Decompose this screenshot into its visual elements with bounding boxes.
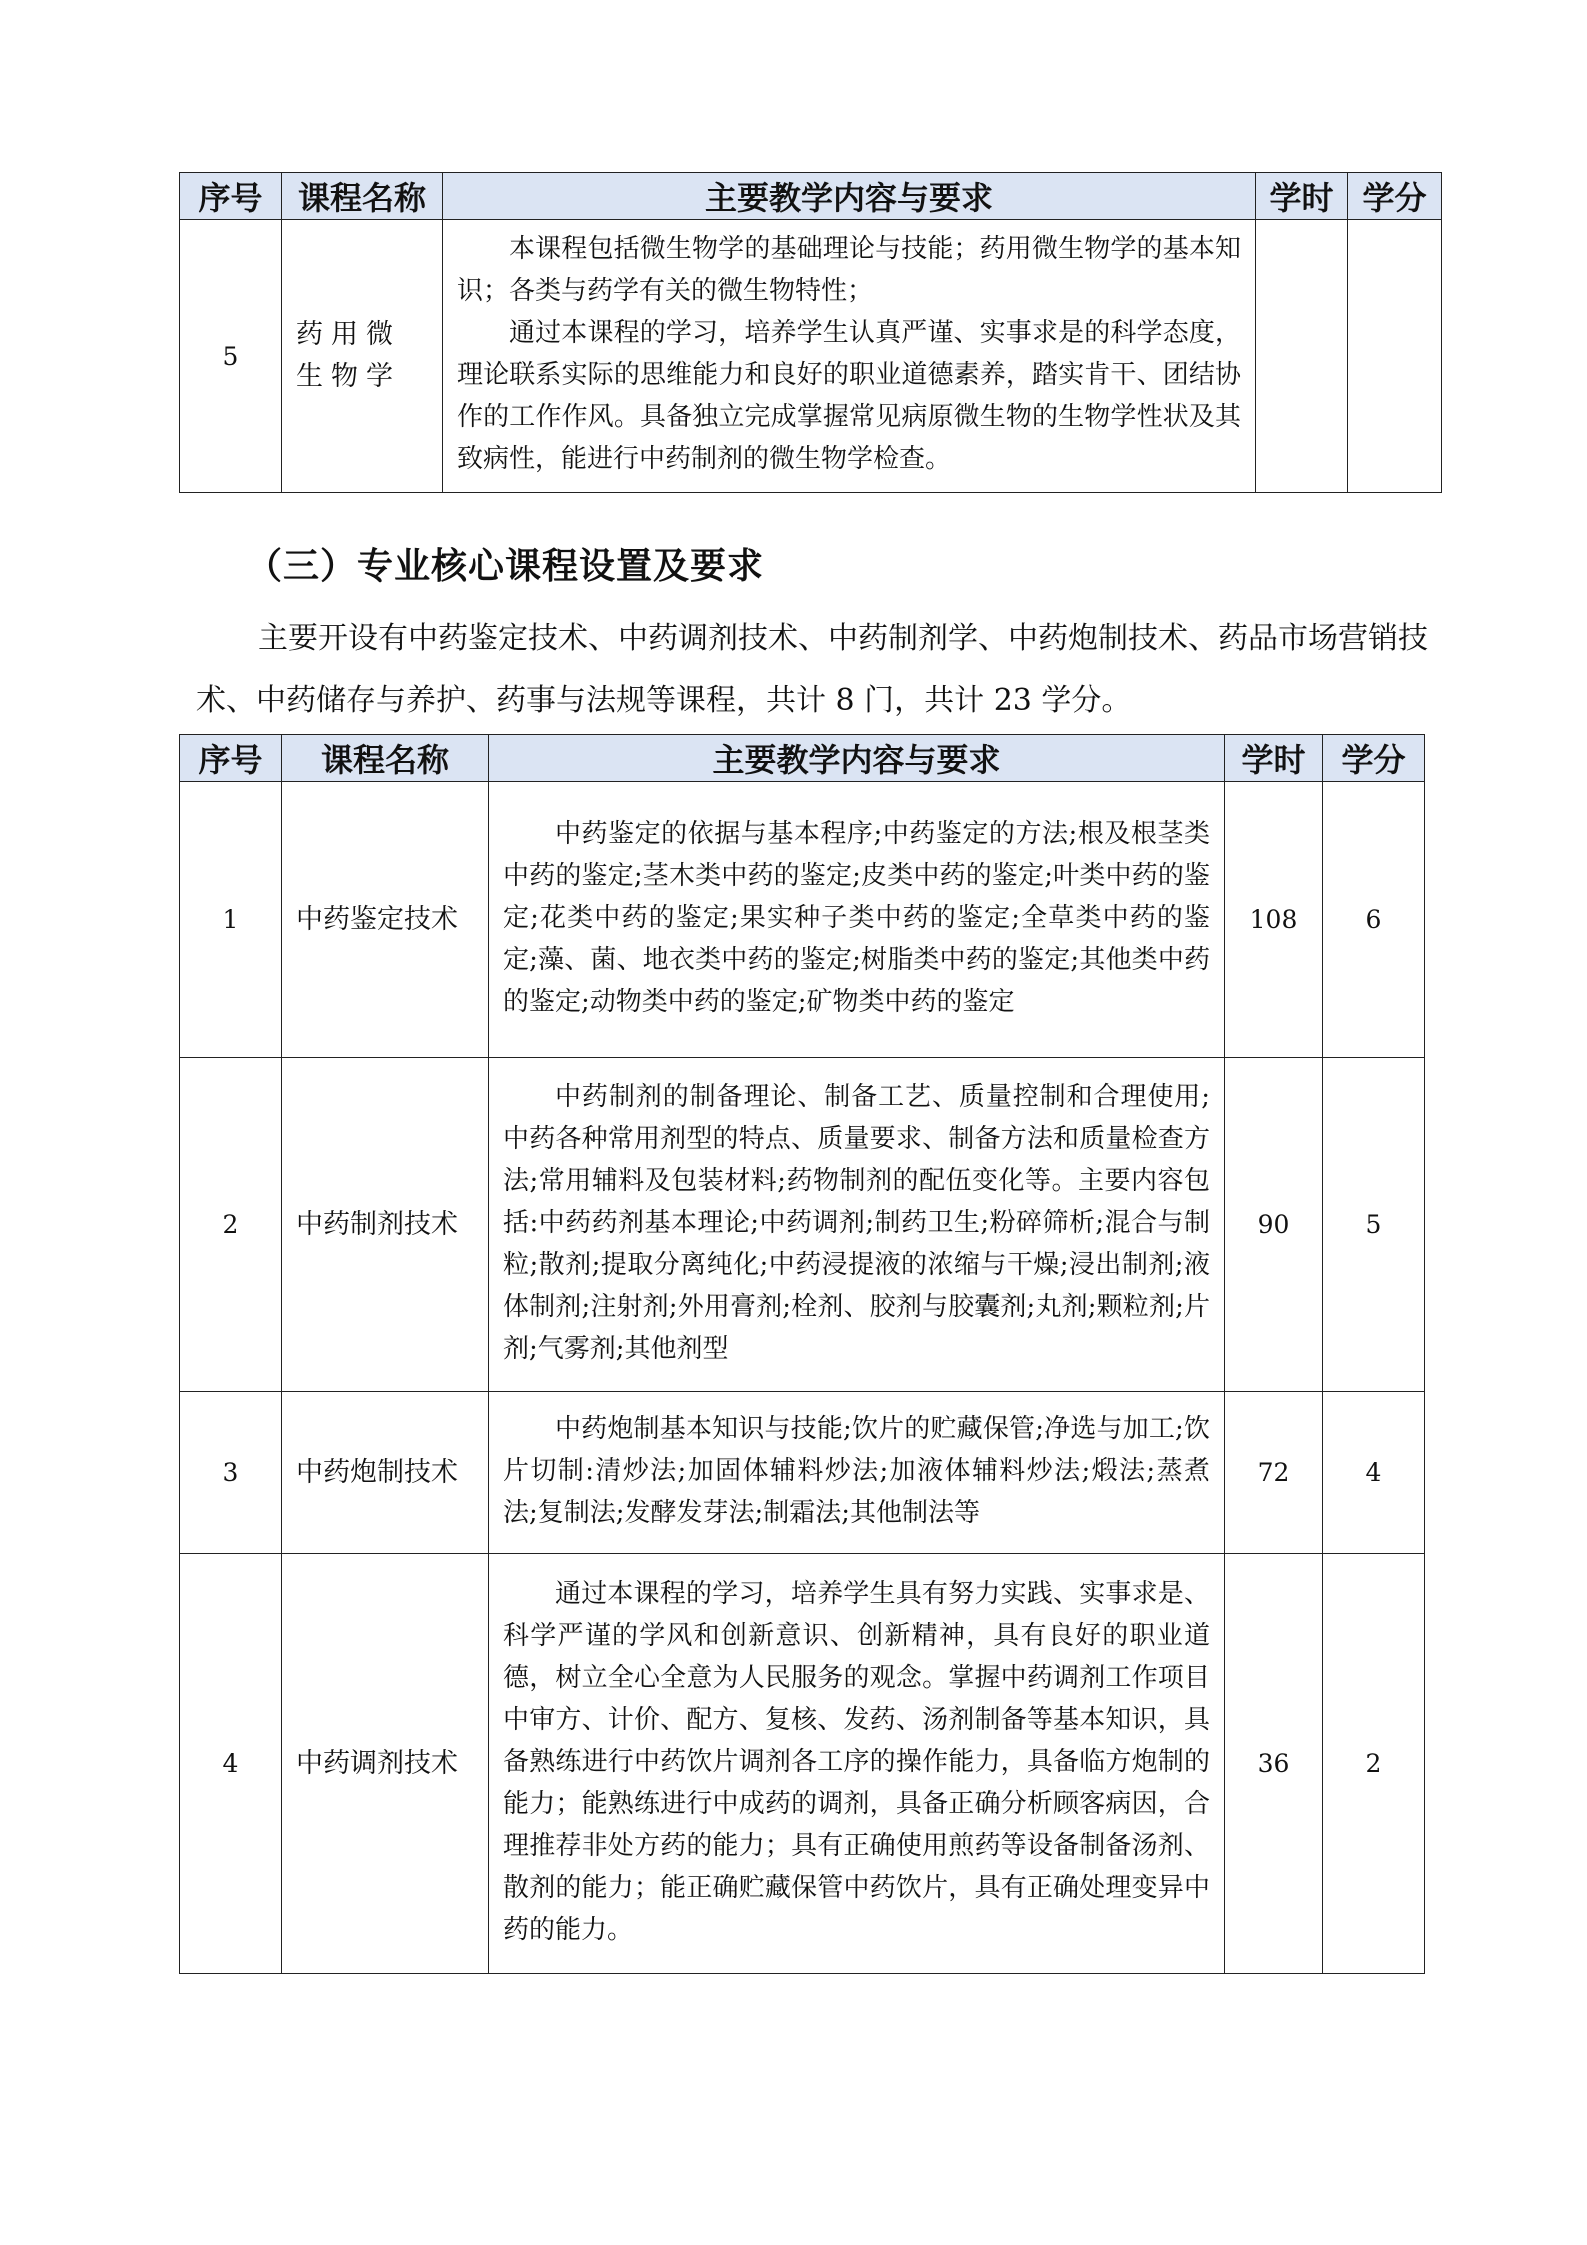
course-name: 中药鉴定技术 <box>282 782 489 1058</box>
table-row <box>180 782 1425 1058</box>
course-content <box>489 1554 1225 1974</box>
content-paragraph: 中药炮制基本知识与技能;饮片的贮藏保管;净选与加工;饮片切制:清炒法;加固体辅料炒法;加液体辅料炒法;煅法;蒸煮 法;复制法;发酵发芽法;制霜法;其他制法等 <box>503 1413 1237 1528</box>
course-hours: 90 <box>1225 1058 1323 1392</box>
header-hours: 学时 <box>1225 735 1323 782</box>
section-heading: （三）专业核心课程设置及要求 <box>246 546 765 587</box>
content-paragraph: 中药鉴定的依据与基本程序;中药鉴定的方法;根及根茎类中药的鉴定;茎木类中药的鉴定;皮类中药的鉴定;叶类中药的鉴定;花类中药的鉴定;果实种子类中药的鉴定;全草类中药的鉴定;藻、菌、地衣类中药的鉴定;树脂类中药的鉴定;其他类中药的鉴定;动物类中药的鉴定;矿物类中药的鉴定 <box>503 818 1210 1017</box>
header-credits: 学分 <box>1323 735 1425 782</box>
header-credits: 学分 <box>1348 173 1442 220</box>
course-content <box>489 1392 1237 1554</box>
header-content: 主要教学内容与要求 <box>489 735 1225 782</box>
table-header-row <box>180 735 1425 782</box>
header-no: 序号 <box>180 735 282 782</box>
header-name: 课程名称 <box>282 173 443 220</box>
header-no: 序号 <box>180 173 282 220</box>
course-no: 2 <box>180 1058 282 1392</box>
table-row <box>180 1554 1425 1974</box>
content-paragraph: 通过本课程的学习，培养学生认真严谨、实事求是的科学态度，理论联系实际的思维能力和良好的职业道德素养，踏实肯干、团结协作的工作作风。具备独立完成掌握常见病原微生物的生物学性状及其致病性，能进行中药制剂的微生物学检查。 <box>457 318 1241 474</box>
content-paragraph: 本课程包括微生物学的基础理论与技能；药用微生物学的基本知识；各类与药学有关的微生物特性； <box>457 234 1241 306</box>
header-content: 主要教学内容与要求 <box>443 173 1256 220</box>
course-credits: 5 <box>1323 1058 1425 1392</box>
course-no: 3 <box>180 1392 282 1554</box>
section-intro: 主要开设有中药鉴定技术、中药调剂技术、中药制剂学、中药炮制技术、药品市场营销技术、中药储存与养护、药事与法规等课程，共计 8 门，共计 23 学分。 <box>196 621 1428 718</box>
core-course-table <box>179 734 1425 1974</box>
course-no: 1 <box>180 782 282 1058</box>
prev-course-table <box>179 172 1442 493</box>
table-row <box>180 220 1442 493</box>
course-content <box>489 782 1225 1058</box>
course-content <box>489 1058 1225 1392</box>
course-name: 药用微生物学 <box>282 220 443 493</box>
course-name: 中药炮制技术 <box>282 1392 489 1554</box>
course-name: 中药制剂技术 <box>282 1058 489 1392</box>
table-row <box>180 1392 1425 1554</box>
table-header-row <box>180 173 1442 220</box>
course-content <box>443 220 1256 493</box>
course-hours: 36 <box>1225 1554 1323 1974</box>
course-credits: 6 <box>1323 782 1425 1058</box>
course-credits: 2 <box>1323 1554 1425 1974</box>
course-no: 4 <box>180 1554 282 1974</box>
table-row <box>180 1058 1425 1392</box>
course-hours <box>1256 220 1348 493</box>
course-credits: 4 <box>1323 1392 1425 1554</box>
content-paragraph: 通过本课程的学习，培养学生具有努力实践、实事求是、科学严谨的学风和创新意识、创新精神，具有良好的职业道德，树立全心全意为人民服务的观念。掌握中药调剂工作项目中审方、计价、配方、复核、发药、汤剂制备等基本知识，具备熟练进行中药饮片调剂各工序的操作能力，具备临方炮制的能力；能熟练进行中成药的调剂，具备正确分析顾客病因，合理推荐非处方药的能力；具有正确使用煎药等设备制备汤剂、散剂的能力；能正确贮藏保管中药饮片，具有正确处理变异中药的能力。 <box>503 1578 1210 1945</box>
content-paragraph: 中药制剂的制备理论、制备工艺、质量控制和合理使用;中药各种常用剂型的特点、质量要求、制备方法和质量检查方法;常用辅料及包装材料;药物制剂的配伍变化等。主要内容包括:中药药剂基本理论;中药调剂;制药卫生;粉碎筛析;混合与制粒;散剂;提取分离纯化;中药浸提液的浓缩与干燥;浸出制剂;液体制剂;注射剂;外用膏剂;栓剂、胶剂与胶囊剂;丸剂;颗粒剂;片剂;气雾剂;其他剂型 <box>503 1081 1210 1364</box>
course-name: 中药调剂技术 <box>282 1554 489 1974</box>
course-credits <box>1348 220 1442 493</box>
course-no: 5 <box>180 220 282 493</box>
course-hours: 72 <box>1225 1392 1323 1554</box>
header-hours: 学时 <box>1256 173 1348 220</box>
course-hours: 108 <box>1225 782 1323 1058</box>
header-name: 课程名称 <box>282 735 489 782</box>
